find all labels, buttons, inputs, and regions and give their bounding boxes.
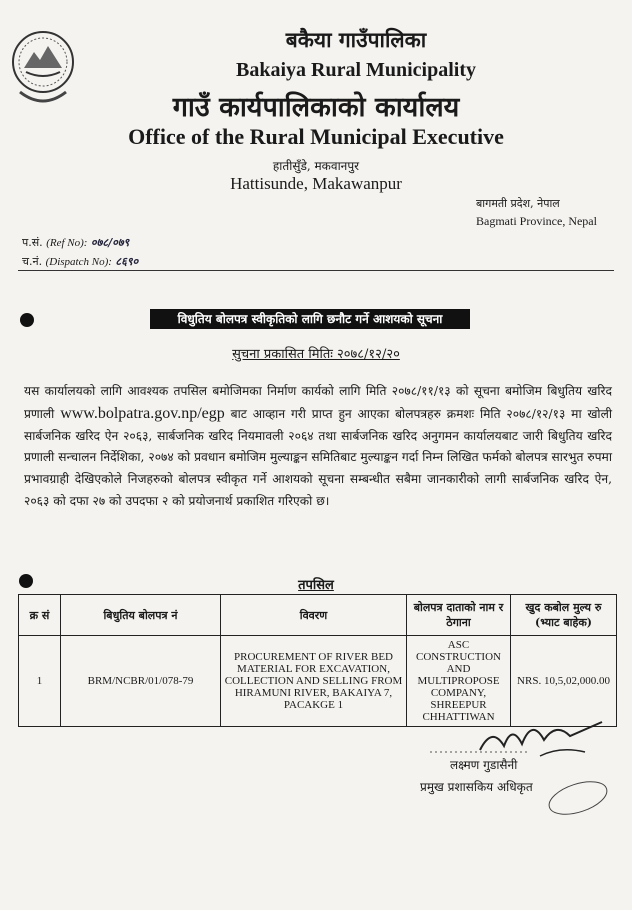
address-nepali: हातीसुँडे, मकवानपुर bbox=[272, 159, 360, 173]
dispatch-label-english: (Dispatch No): bbox=[45, 256, 112, 268]
ref-label-english: (Ref No): bbox=[46, 237, 88, 249]
executive-office-nepali: गाउँ कार्यपालिकाको कार्यालय bbox=[172, 92, 460, 123]
ref-label-nepali: प.सं. bbox=[22, 236, 43, 249]
cell-bid-number: BRM/NCBR/01/078-79 bbox=[61, 636, 221, 727]
reference-number bbox=[22, 235, 129, 250]
egp-link[interactable]: www.bolpatra.gov.np/egp bbox=[60, 404, 225, 422]
province-nepali: बागमती प्रदेश, नेपाल bbox=[476, 197, 560, 210]
bullet-dot-icon bbox=[20, 313, 34, 327]
address-english: Hattisunde, Makawanpur bbox=[230, 174, 402, 193]
cell-description: PROCUREMENT OF RIVER BED MATERIAL FOR EXCAVATION, COLLECTION AND SELLING FROM HIRAMUNI RIVER, BAKAIYA 7, PACAKGE 1 bbox=[221, 636, 407, 727]
executive-office-english: Office of the Rural Municipal Executive bbox=[128, 124, 504, 149]
ref-value: ०७८/०७९ bbox=[90, 236, 130, 249]
signatory-name: लक्ष्मण गुडासैनी bbox=[450, 758, 518, 772]
table-header-row bbox=[19, 595, 617, 636]
cell-sn: 1 bbox=[19, 636, 61, 727]
publication-date: सुचना प्रकासित मितिः २०७८/१२/२० bbox=[232, 347, 400, 362]
header-divider bbox=[18, 270, 614, 271]
cell-bidder: ASC CONSTRUCTION AND MULTIPROPOSE COMPANY, SHREEPUR CHHATTIWAN bbox=[407, 636, 511, 727]
notice-body-start: यस कार्यालयको लागि आवश्यक तपसिल बमोजिमका निर्माण कार्यको लागि मिति २०७८/११/१३ को सूचना बमोजिम बिधुतिय खरिद प्रणाली bbox=[24, 384, 612, 421]
dispatch-number bbox=[22, 254, 138, 269]
table-caption: तपसिल bbox=[298, 578, 334, 593]
notice-title: विधुतिय बोलपत्र स्वीकृतिको लागि छनौट गर्ने आशयको सूचना bbox=[150, 309, 470, 329]
header-sn: क्र सं bbox=[19, 595, 61, 636]
header-amount: खुद कबोल मुल्य रु (भ्याट बाहेक) bbox=[511, 595, 617, 636]
header-bidder: बोलपत्र दाताको नाम र ठेगाना bbox=[407, 595, 511, 636]
signatory-title: प्रमुख प्रशासकिय अधिकृत bbox=[420, 780, 533, 794]
province-english: Bagmati Province, Nepal bbox=[476, 214, 597, 228]
dispatch-label-nepali: च.नं. bbox=[22, 255, 43, 268]
notice-body-end: बाट आव्हान गरी प्राप्त हुन आएका बोलपत्रहरु क्रमशः मिति २०७८/१२/१३ मा खोली सार्बजनिक खरिद ऐन २०६३, सार्बजनिक खरिद नियमावली २०६४ तथा सार्बजनिक खरिद अनुगमन कार्यालयबाट जारी बिधुतिय खरिद प्रणाली सन्चालन निर्देशिका, २०७४ को प्रवधान बमोजिम मुल्याङ्कन समितिबाट मुल्याङ्कन गर्दा निम्न लिखित फर्मको बोलपत्र सारभुत रुपमा प्रभावग्राही देखिएकोले निजहरुको बोलपत्र स्वीकृत गर्ने आशयको सूचना सम्बन्धीत सबैमा जानकारीको लागी सार्बजनिक खरिद ऐन, २०६३ को दफा २७ को उपदफा २ को प्रयोजनार्थ प्रकाशित गरिएको छ। bbox=[24, 406, 612, 508]
header-description: विवरण bbox=[221, 595, 407, 636]
dispatch-value: ८६९० bbox=[115, 255, 139, 268]
header-bid-number: बिधुतिय बोलपत्र नं bbox=[61, 595, 221, 636]
bid-table bbox=[18, 594, 617, 727]
office-name-english: Bakaiya Rural Municipality bbox=[235, 59, 477, 81]
cell-amount: NRS. 10,5,02,000.00 bbox=[511, 636, 617, 727]
notice-body bbox=[24, 381, 612, 513]
table-row bbox=[19, 636, 617, 727]
office-name-nepali: बकैया गाउँपालिका bbox=[285, 27, 427, 52]
